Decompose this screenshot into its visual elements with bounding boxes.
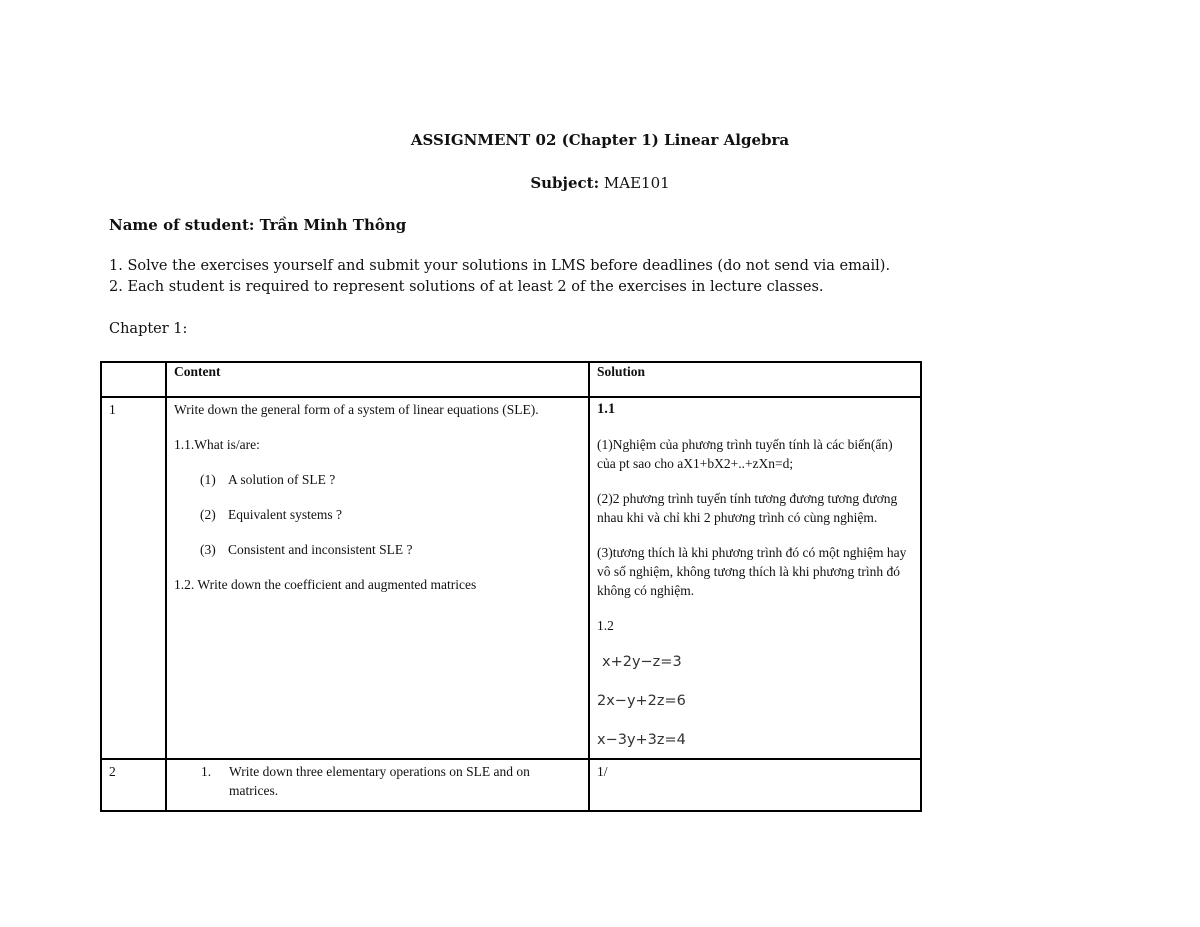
header-content: Content	[166, 362, 589, 397]
chapter-label: Chapter 1:	[109, 321, 188, 337]
item-number: (1)	[200, 472, 216, 487]
solution-cell	[589, 397, 921, 759]
equation: x−3y+3z=4	[597, 732, 686, 748]
row-number: 2	[109, 764, 116, 779]
item-text: A solution of SLE ?	[228, 472, 336, 487]
list-item	[174, 505, 581, 524]
list-item	[201, 762, 581, 800]
row-number: 1	[109, 402, 116, 417]
solution-paragraph: (2)2 phương trình tuyến tính tương đương tương đương nhau khi và chỉ khi 2 phương trình có cùng nghiệm.	[597, 491, 898, 525]
subject-line	[0, 174, 1200, 192]
content-intro: Write down the general form of a system of linear equations (SLE).	[174, 402, 539, 417]
item-number: 1.	[201, 764, 212, 779]
row-number-cell	[101, 397, 166, 759]
assignment-table	[100, 361, 922, 812]
page-title: ASSIGNMENT 02 (Chapter 1) Linear Algebra	[410, 131, 790, 149]
item-text: Equivalent systems ?	[228, 507, 342, 522]
subject-value: MAE101	[603, 174, 670, 192]
solution-heading: 1.1	[597, 401, 616, 417]
list-item	[174, 470, 581, 489]
list-item	[174, 540, 581, 559]
content-question: 1.1.What is/are:	[174, 437, 260, 452]
content-cell	[166, 759, 589, 811]
table-row	[101, 759, 921, 811]
solution-text: 1/	[597, 764, 608, 779]
equation: x+2y−z=3	[602, 654, 682, 670]
row-number-cell	[101, 759, 166, 811]
solution-paragraph: (1)Nghiệm của phương trình tuyến tính là các biến(ẩn) của pt sao cho aX1+bX2+..+zXn=d;	[597, 437, 893, 471]
solution-cell	[589, 759, 921, 811]
item-number: (2)	[200, 507, 216, 522]
equation: 2x−y+2z=6	[597, 693, 686, 709]
content-question-2: 1.2. Write down the coefficient and augmented matrices	[174, 577, 477, 592]
content-cell	[166, 397, 589, 759]
instruction-1: 1. Solve the exercises yourself and submit your solutions in LMS before deadlines (do not send via email).	[109, 258, 891, 274]
table-row	[101, 397, 921, 759]
student-name: Name of student: Trần Minh Thông	[109, 216, 407, 234]
table-header-row	[101, 362, 921, 397]
item-text: Write down three elementary operations on SLE and on matrices.	[229, 764, 530, 798]
solution-heading-2: 1.2	[597, 618, 614, 633]
item-text: Consistent and inconsistent SLE ?	[228, 542, 413, 557]
instruction-2: 2. Each student is required to represent solutions of at least 2 of the exercises in lecture classes.	[109, 279, 824, 295]
item-number: (3)	[200, 542, 216, 557]
header-solution: Solution	[589, 362, 921, 397]
header-number	[101, 362, 166, 397]
subject-label: Subject:	[530, 174, 600, 192]
solution-paragraph: (3)tương thích là khi phương trình đó có một nghiệm hay vô số nghiệm, không tương thích là khi phương trình đó không có nghiệm.	[597, 545, 907, 598]
